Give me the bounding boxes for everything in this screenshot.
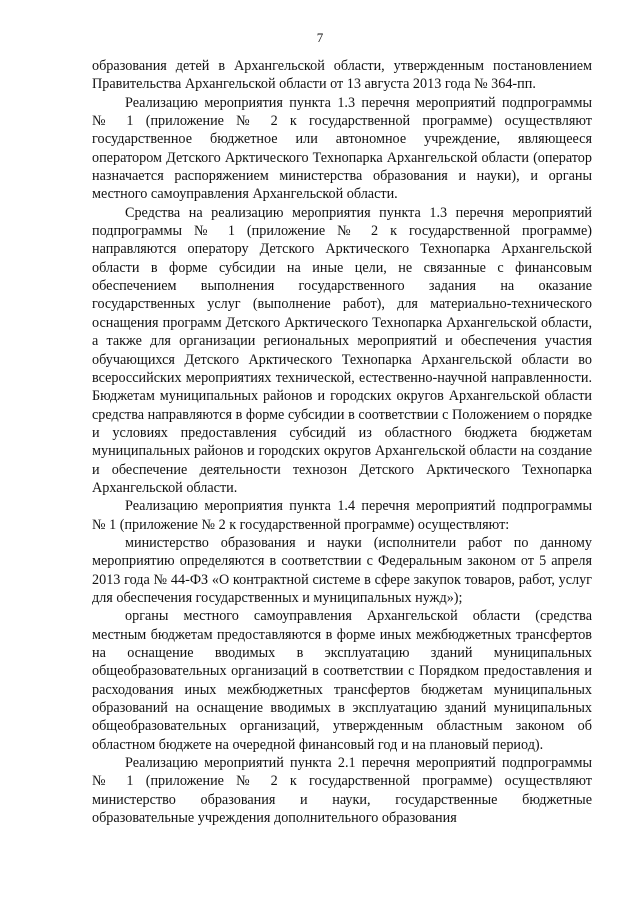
paragraph-continuation: образования детей в Архангельской области, утвержденным постановлением Правительства Архангельской области от 13 августа 2013 года № 364-пп. xyxy=(92,58,592,93)
paragraph-item-2-1-executors: Реализацию мероприятий пункта 2.1 перечня мероприятий подпрограммы № 1 (приложение № 2 к государственной программе) осуществляют министерство образования и науки, государственные бюджетные образовательные учреждения дополнительного образования xyxy=(92,755,592,827)
paragraph-local-government: органы местного самоуправления Архангельской области (средства местным бюджетам предоставляются в форме иных межбюджетных трансфертов на оснащение вводимых в эксплуатацию зданий муниципальных общеобразовательных организаций в соответствии с Порядком предоставления и расходования иных межбюджетных трансфертов бюджетам муниципальных образований на оснащение вводимых в эксплуатацию зданий муниципальных общеобразовательных организаций, утвержденным областным законом об областном бюджете на очередной финансовый год и на плановый период). xyxy=(92,608,592,753)
paragraph-ministry: министерство образования и науки (исполнители работ по данному мероприятию определяются в соответствии с Федеральным законом от 5 апреля 2013 года № 44-ФЗ «О контрактной системе в сфере закупок товаров, работ, услуг для обеспечения государственных и муниципальных нужд»); xyxy=(92,534,592,606)
document-body xyxy=(92,57,592,827)
paragraph-item-1-4-executors: Реализацию мероприятия пункта 1.4 перечня мероприятий подпрограммы № 1 (приложение № 2 к государственной программе) осуществляют: xyxy=(92,498,592,533)
paragraph-item-1-3-funding: Средства на реализацию мероприятия пункта 1.3 перечня мероприятий подпрограммы № 1 (приложение № 2 к государственной программе) направляются оператору Детского Арктического Технопарка Архангельской области в форме субсидии на иные цели, не связанные с финансовым обеспечением выполнения государственного задания на оказание государственных услуг (выполнение работ), для материально-технического оснащения программ Детского Арктического Технопарка Архангельской области, а также для организации региональных мероприятий и обеспечения участия обучающихся Детского Арктического Технопарка Архангельской области во всероссийских мероприятиях технической, естественно-научной направленности. Бюджетам муниципальных районов и городских округов Архангельской области средства направляются в форме субсидии в соответствии с Положением о порядке и условиях предоставления субсидий из областного бюджета бюджетам муниципальных районов и городских округов Архангельской области на создание и обеспечение деятельности технозон Детского Арктического Технопарка Архангельской области. xyxy=(92,204,592,496)
page-number: 7 xyxy=(316,30,324,45)
paragraph-item-1-3-executors: Реализацию мероприятия пункта 1.3 перечня мероприятий подпрограммы № 1 (приложение № 2 к государственной программе) осуществляют государственное бюджетное или автономное учреждение, являющееся оператором Детского Арктического Технопарка Архангельской области (оператор назначается распоряжением министерства образования и науки), и органы местного самоуправления Архангельской области. xyxy=(92,94,592,203)
